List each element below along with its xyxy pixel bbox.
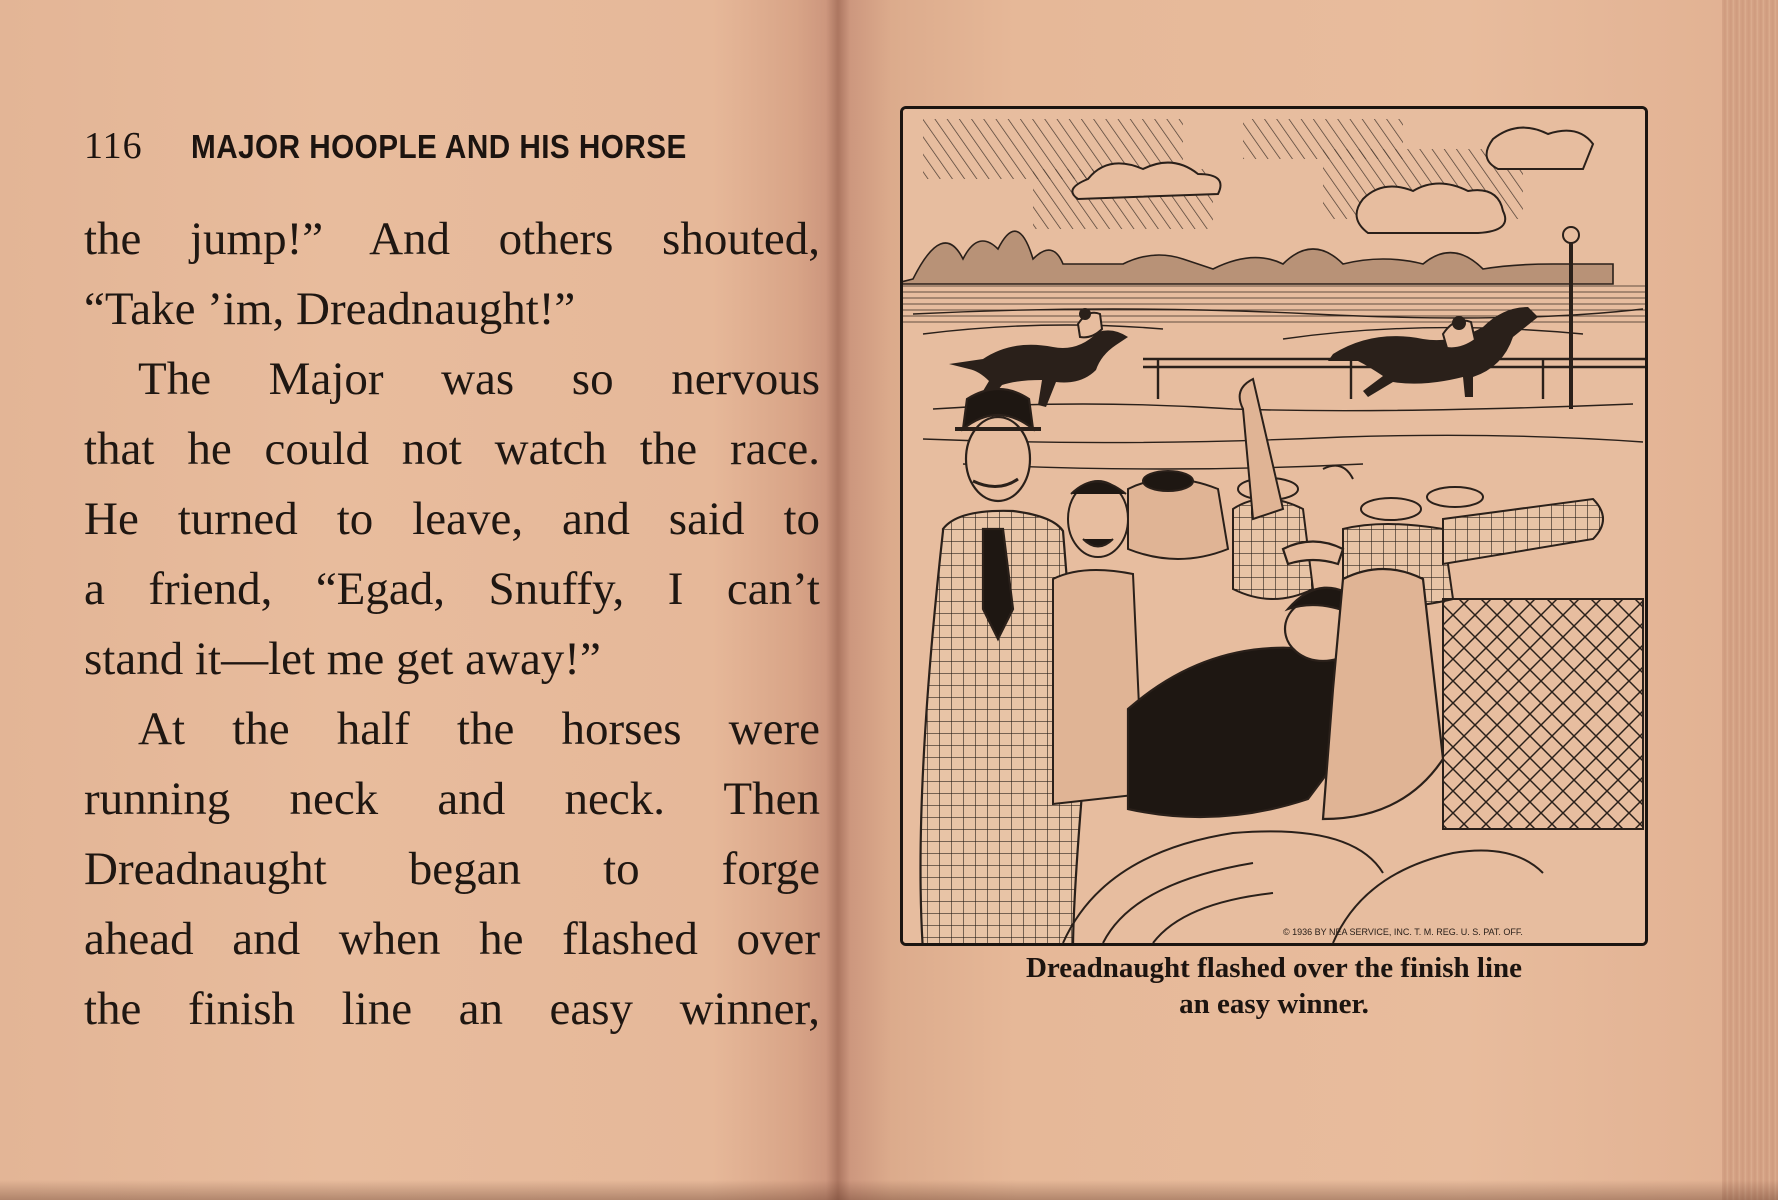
running-head: MAJOR HOOPLE AND HIS HORSE	[190, 128, 687, 165]
text-line: He turned to leave, and said to	[84, 493, 820, 545]
fence-lattice	[1443, 599, 1643, 829]
caption-line: an easy winner.	[1179, 988, 1369, 1020]
page-header	[84, 124, 741, 168]
book-gutter	[826, 0, 850, 1200]
bottom-shadow	[0, 1180, 1778, 1200]
text-line: At the half the horses were	[138, 703, 820, 755]
body-text	[84, 204, 820, 1044]
text-line: ahead and when he flashed over	[84, 913, 820, 965]
caption-line: Dreadnaught flashed over the finish line	[1025, 952, 1523, 984]
text-line: the jump!” And others shouted,	[84, 213, 820, 265]
illustration-caption	[900, 950, 1648, 1022]
race-illustration	[903, 109, 1645, 943]
text-line: stand it—let me get away!”	[84, 633, 601, 685]
text-line: that he could not watch the race.	[84, 423, 820, 475]
text-line: a friend, “Egad, Snuffy, I can’t	[84, 563, 820, 615]
text-line: “Take ’im, Dreadnaught!”	[84, 283, 576, 335]
text-line: The Major was so nervous	[138, 353, 820, 405]
copyright-notice: © 1936 BY NEA SERVICE, INC. T. M. REG. U. S. PAT. OFF.	[1283, 927, 1523, 937]
text-line: Dreadnaught began to forge	[84, 843, 820, 895]
page-edges	[1722, 0, 1778, 1200]
text-line: running neck and neck. Then	[84, 773, 820, 825]
text-line: the finish line an easy winner,	[84, 983, 820, 1035]
illustration	[900, 106, 1648, 946]
page-number: 116	[84, 125, 143, 167]
